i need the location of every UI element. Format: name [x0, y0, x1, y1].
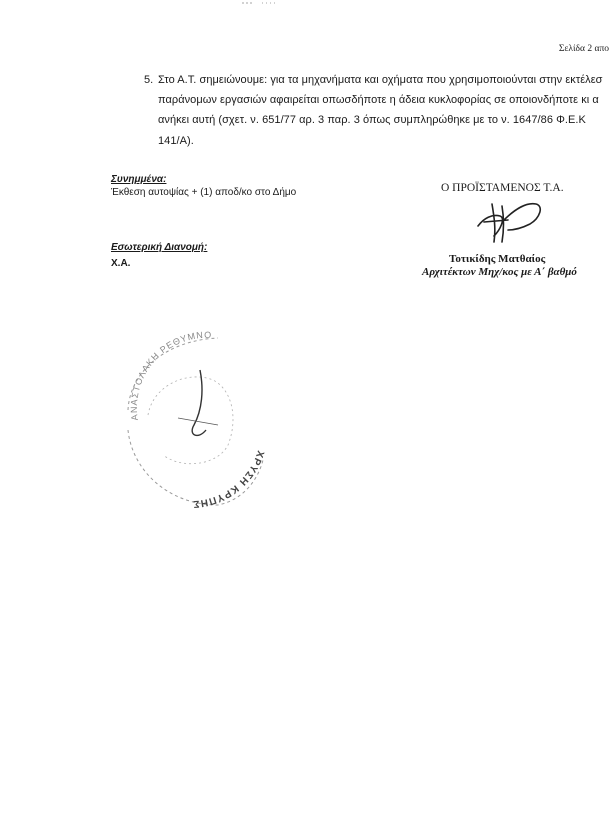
- official-seal: [108, 300, 278, 530]
- attachments-text: Έκθεση αυτοψίας + (1) αποδ/κο στο Δήμο: [111, 187, 297, 198]
- attachments-heading: Συνημμένα:: [111, 174, 167, 185]
- svg-text:ΑΝΑΣΤΟΛΑΚΗ ΡΕΘΥΜΝΟ: [129, 330, 212, 421]
- signer-name: Τοτικίδης Ματθαίος: [449, 253, 546, 265]
- item-line-3: ανήκει αυτή (σχετ. ν. 651/77 αρ. 3 παρ. 3 όπως συμπληρώθηκε με το ν. 1647/86 Φ.Ε.Κ: [158, 114, 586, 126]
- distribution-heading: Εσωτερική Διανομή:: [111, 242, 208, 253]
- page-number: Σελίδα 2 απο: [558, 44, 609, 54]
- seal-text-top: ΑΝΑΣΤΟΛΑΚΗ ΡΕΘΥΜΝΟ: [128, 329, 213, 422]
- scan-mark: [240, 0, 280, 6]
- item-line-2: παράνομων εργασιών αφαιρείται οπωσδήποτε η άδεια κυκλοφορίας σε οποιονδήποτε κι α: [158, 94, 599, 106]
- item-line-1: Στο Α.Τ. σημειώνουμε: για τα μηχανήματα και οχήματα που χρησιμοποιούνται στην εκτέλεσ: [158, 74, 603, 86]
- item-line-4: 141/Α).: [158, 135, 194, 147]
- distribution-text: Χ.Α.: [111, 258, 131, 269]
- signer-title: Ο ΠΡΟΪΣΤΑΜΕΝΟΣ Τ.Α.: [441, 182, 564, 194]
- seal-text-bottom: ΧΡΥΣΗ ΚΡΥΠΗΣ: [191, 448, 266, 510]
- item-number: 5.: [144, 74, 154, 86]
- handwritten-signature: [470, 196, 550, 246]
- signer-role: Αρχιτέκτων Μηχ/κος με Α΄ βαθμό: [422, 266, 577, 278]
